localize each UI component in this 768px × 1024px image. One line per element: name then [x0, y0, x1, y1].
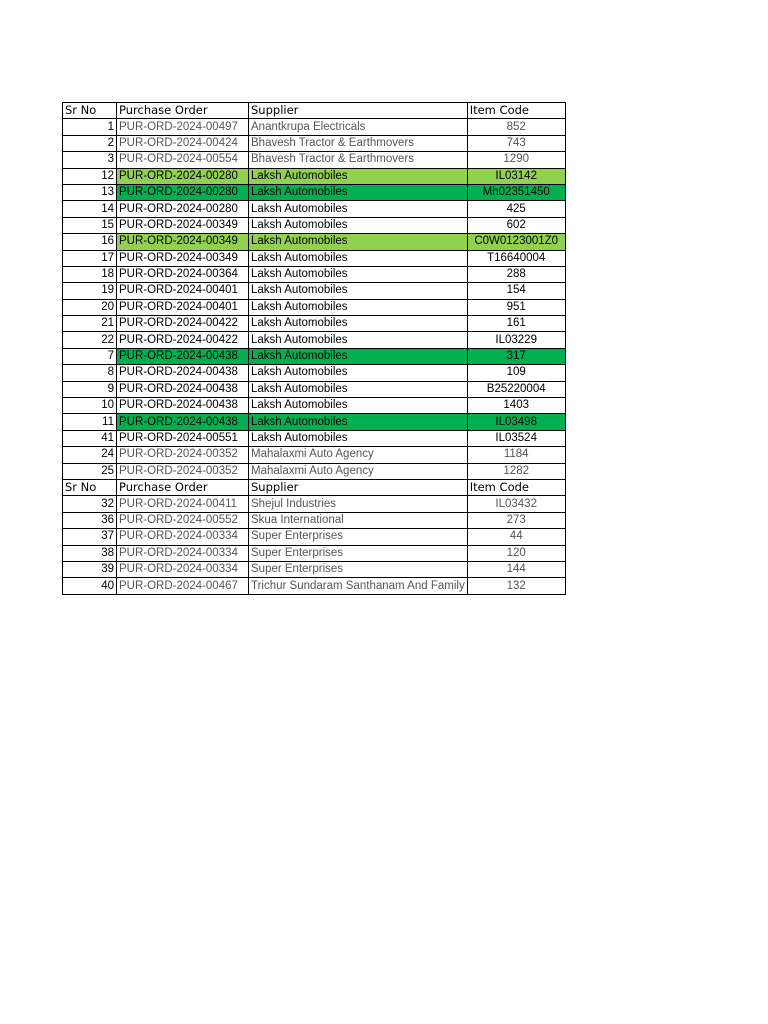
supplier-cell[interactable]: Laksh Automobiles: [249, 184, 468, 200]
table-row: [63, 135, 566, 151]
item-code-cell[interactable]: 161: [467, 316, 565, 332]
purchase-order-cell[interactable]: PUR-ORD-2024-00352: [117, 463, 249, 479]
supplier-cell[interactable]: Laksh Automobiles: [249, 398, 468, 414]
header-supplier[interactable]: Supplier: [249, 479, 468, 495]
table-row: [63, 561, 566, 577]
header-sr-no[interactable]: Sr No: [63, 103, 117, 119]
header-row: [63, 103, 566, 119]
item-code-cell[interactable]: 1403: [467, 398, 565, 414]
purchase-order-cell[interactable]: PUR-ORD-2024-00552: [117, 512, 249, 528]
table-row: [63, 250, 566, 266]
item-code-cell[interactable]: 1290: [467, 152, 565, 168]
sr-no-cell[interactable]: 36: [63, 512, 117, 528]
item-code-cell[interactable]: 317: [467, 348, 565, 364]
table-row: [63, 398, 566, 414]
supplier-cell[interactable]: Super Enterprises: [249, 545, 468, 561]
header-row: [63, 479, 566, 495]
table-row: [63, 365, 566, 381]
table-row: [63, 217, 566, 233]
purchase-order-cell[interactable]: PUR-ORD-2024-00280: [117, 201, 249, 217]
purchase-order-cell[interactable]: PUR-ORD-2024-00349: [117, 234, 249, 250]
item-code-cell[interactable]: IL03498: [467, 414, 565, 430]
supplier-cell[interactable]: Laksh Automobiles: [249, 234, 468, 250]
sr-no-cell[interactable]: 13: [63, 184, 117, 200]
supplier-cell[interactable]: Laksh Automobiles: [249, 217, 468, 233]
purchase-order-cell[interactable]: PUR-ORD-2024-00438: [117, 381, 249, 397]
supplier-cell[interactable]: Laksh Automobiles: [249, 332, 468, 348]
item-code-cell[interactable]: 1184: [467, 447, 565, 463]
purchase-order-table: [62, 102, 566, 595]
purchase-order-cell[interactable]: PUR-ORD-2024-00497: [117, 119, 249, 135]
item-code-cell[interactable]: C0W0123001Z0: [467, 234, 565, 250]
purchase-order-cell[interactable]: PUR-ORD-2024-00349: [117, 250, 249, 266]
item-code-cell[interactable]: B25220004: [467, 381, 565, 397]
table-row: [63, 332, 566, 348]
table-row: [63, 414, 566, 430]
supplier-cell[interactable]: Laksh Automobiles: [249, 316, 468, 332]
item-code-cell[interactable]: 44: [467, 529, 565, 545]
purchase-order-cell[interactable]: PUR-ORD-2024-00438: [117, 365, 249, 381]
purchase-order-cell[interactable]: PUR-ORD-2024-00438: [117, 398, 249, 414]
sr-no-cell[interactable]: 15: [63, 217, 117, 233]
supplier-cell[interactable]: Super Enterprises: [249, 529, 468, 545]
table-row: [63, 316, 566, 332]
purchase-order-cell[interactable]: PUR-ORD-2024-00438: [117, 414, 249, 430]
sr-no-cell[interactable]: 24: [63, 447, 117, 463]
item-code-cell[interactable]: 144: [467, 561, 565, 577]
sr-no-cell[interactable]: 3: [63, 152, 117, 168]
sr-no-cell[interactable]: 22: [63, 332, 117, 348]
supplier-cell[interactable]: Laksh Automobiles: [249, 348, 468, 364]
item-code-cell[interactable]: T16640004: [467, 250, 565, 266]
sr-no-cell[interactable]: 14: [63, 201, 117, 217]
supplier-cell[interactable]: Laksh Automobiles: [249, 430, 468, 446]
purchase-order-cell[interactable]: PUR-ORD-2024-00364: [117, 266, 249, 282]
sr-no-cell[interactable]: 37: [63, 529, 117, 545]
item-code-cell[interactable]: IL03229: [467, 332, 565, 348]
supplier-cell[interactable]: Laksh Automobiles: [249, 381, 468, 397]
sr-no-cell[interactable]: 11: [63, 414, 117, 430]
item-code-cell[interactable]: 425: [467, 201, 565, 217]
purchase-order-cell[interactable]: PUR-ORD-2024-00280: [117, 184, 249, 200]
sr-no-cell[interactable]: 38: [63, 545, 117, 561]
purchase-order-cell[interactable]: PUR-ORD-2024-00401: [117, 283, 249, 299]
header-supplier[interactable]: Supplier: [249, 103, 468, 119]
supplier-cell[interactable]: Bhavesh Tractor & Earthmovers: [249, 135, 468, 151]
item-code-cell[interactable]: 109: [467, 365, 565, 381]
item-code-cell[interactable]: 132: [467, 578, 565, 594]
sr-no-cell[interactable]: 7: [63, 348, 117, 364]
table-row: [63, 578, 566, 594]
sr-no-cell[interactable]: 19: [63, 283, 117, 299]
sr-no-cell[interactable]: 2: [63, 135, 117, 151]
supplier-cell[interactable]: Mahalaxmi Auto Agency: [249, 463, 468, 479]
header-item-code[interactable]: Item Code: [467, 479, 565, 495]
purchase-order-cell[interactable]: PUR-ORD-2024-00554: [117, 152, 249, 168]
header-purchase-order[interactable]: Purchase Order: [117, 103, 249, 119]
supplier-cell[interactable]: Laksh Automobiles: [249, 414, 468, 430]
item-code-cell[interactable]: 602: [467, 217, 565, 233]
supplier-cell[interactable]: Trichur Sundaram Santhanam And Family: [249, 578, 468, 594]
header-item-code[interactable]: Item Code: [467, 103, 565, 119]
item-code-cell[interactable]: 288: [467, 266, 565, 282]
supplier-cell[interactable]: Laksh Automobiles: [249, 250, 468, 266]
table-row: [63, 234, 566, 250]
supplier-cell[interactable]: Laksh Automobiles: [249, 168, 468, 184]
table-row: [63, 463, 566, 479]
table-row: [63, 529, 566, 545]
item-code-cell[interactable]: 154: [467, 283, 565, 299]
sr-no-cell[interactable]: 10: [63, 398, 117, 414]
supplier-cell[interactable]: Skua International: [249, 512, 468, 528]
purchase-order-cell[interactable]: PUR-ORD-2024-00411: [117, 496, 249, 512]
table-row: [63, 430, 566, 446]
supplier-cell[interactable]: Mahalaxmi Auto Agency: [249, 447, 468, 463]
supplier-cell[interactable]: Super Enterprises: [249, 561, 468, 577]
supplier-cell[interactable]: Laksh Automobiles: [249, 201, 468, 217]
purchase-order-cell[interactable]: PUR-ORD-2024-00334: [117, 561, 249, 577]
table-row: [63, 119, 566, 135]
sr-no-cell[interactable]: 1: [63, 119, 117, 135]
item-code-cell[interactable]: 743: [467, 135, 565, 151]
table-row: [63, 496, 566, 512]
table-row: [63, 184, 566, 200]
item-code-cell[interactable]: 1282: [467, 463, 565, 479]
table-row: [63, 512, 566, 528]
supplier-cell[interactable]: Bhavesh Tractor & Earthmovers: [249, 152, 468, 168]
sr-no-cell[interactable]: 8: [63, 365, 117, 381]
purchase-order-cell[interactable]: PUR-ORD-2024-00467: [117, 578, 249, 594]
table-row: [63, 545, 566, 561]
purchase-order-cell[interactable]: PUR-ORD-2024-00352: [117, 447, 249, 463]
sr-no-cell[interactable]: 12: [63, 168, 117, 184]
item-code-cell[interactable]: 120: [467, 545, 565, 561]
table-row: [63, 381, 566, 397]
item-code-cell[interactable]: 852: [467, 119, 565, 135]
table-row: [63, 299, 566, 315]
item-code-cell[interactable]: Mh02351450: [467, 184, 565, 200]
item-code-cell[interactable]: IL03142: [467, 168, 565, 184]
sr-no-cell[interactable]: 41: [63, 430, 117, 446]
table-row: [63, 283, 566, 299]
purchase-order-cell[interactable]: PUR-ORD-2024-00334: [117, 545, 249, 561]
sr-no-cell[interactable]: 16: [63, 234, 117, 250]
item-code-cell[interactable]: IL03432: [467, 496, 565, 512]
item-code-cell[interactable]: 273: [467, 512, 565, 528]
item-code-cell[interactable]: 951: [467, 299, 565, 315]
purchase-order-cell[interactable]: PUR-ORD-2024-00349: [117, 217, 249, 233]
table-body: [63, 103, 566, 595]
table-row: [63, 447, 566, 463]
sr-no-cell[interactable]: 18: [63, 266, 117, 282]
sr-no-cell[interactable]: 32: [63, 496, 117, 512]
supplier-cell[interactable]: Laksh Automobiles: [249, 365, 468, 381]
table-row: [63, 266, 566, 282]
purchase-order-cell[interactable]: PUR-ORD-2024-00422: [117, 332, 249, 348]
table-row: [63, 152, 566, 168]
header-sr-no[interactable]: Sr No: [63, 479, 117, 495]
sr-no-cell[interactable]: 39: [63, 561, 117, 577]
supplier-cell[interactable]: Anantkrupa Electricals: [249, 119, 468, 135]
sr-no-cell[interactable]: 21: [63, 316, 117, 332]
header-purchase-order[interactable]: Purchase Order: [117, 479, 249, 495]
supplier-cell[interactable]: Shejul Industries: [249, 496, 468, 512]
sr-no-cell[interactable]: 17: [63, 250, 117, 266]
item-code-cell[interactable]: IL03524: [467, 430, 565, 446]
sr-no-cell[interactable]: 25: [63, 463, 117, 479]
supplier-cell[interactable]: Laksh Automobiles: [249, 283, 468, 299]
sr-no-cell[interactable]: 20: [63, 299, 117, 315]
purchase-order-cell[interactable]: PUR-ORD-2024-00401: [117, 299, 249, 315]
table-row: [63, 168, 566, 184]
supplier-cell[interactable]: Laksh Automobiles: [249, 266, 468, 282]
purchase-order-cell[interactable]: PUR-ORD-2024-00424: [117, 135, 249, 151]
supplier-cell[interactable]: Laksh Automobiles: [249, 299, 468, 315]
sr-no-cell[interactable]: 9: [63, 381, 117, 397]
sr-no-cell[interactable]: 40: [63, 578, 117, 594]
purchase-order-cell[interactable]: PUR-ORD-2024-00422: [117, 316, 249, 332]
table-row: [63, 348, 566, 364]
purchase-order-cell[interactable]: PUR-ORD-2024-00551: [117, 430, 249, 446]
purchase-order-cell[interactable]: PUR-ORD-2024-00334: [117, 529, 249, 545]
purchase-order-cell[interactable]: PUR-ORD-2024-00438: [117, 348, 249, 364]
purchase-order-cell[interactable]: PUR-ORD-2024-00280: [117, 168, 249, 184]
table-row: [63, 201, 566, 217]
